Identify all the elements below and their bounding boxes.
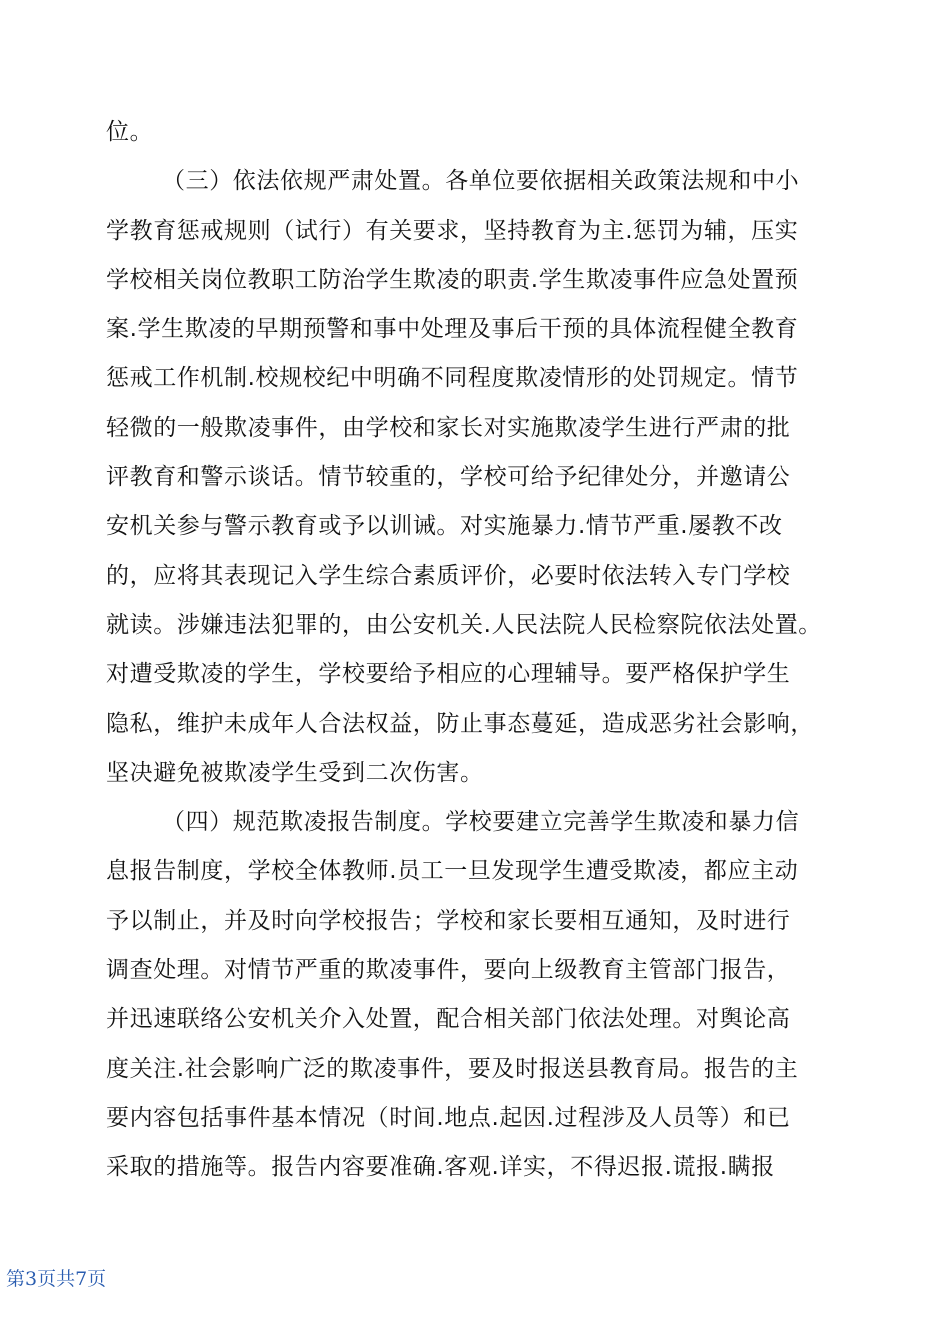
text-line: 隐私，维护未成年人合法权益，防止事态蔓延，造成恶劣社会影响， (106, 710, 814, 737)
text-line: 予以制止，并及时向学校报告；学校和家长要相互通知，及时进行 (106, 907, 791, 934)
text-line: 轻微的一般欺凌事件，由学校和家长对实施欺凌学生进行严肃的批 (106, 414, 791, 441)
text-line: 息报告制度，学校全体教师.员工一旦发现学生遭受欺凌，都应主动 (106, 858, 799, 885)
body-text (106, 108, 846, 1193)
text-line: 案.学生欺凌的早期预警和事中处理及事后干预的具体流程健全教育 (106, 316, 799, 343)
text-line: 采取的措施等。报告内容要准确.客观.详实，不得迟报.谎报.瞒报 (106, 1154, 775, 1181)
text-line: 位。 (106, 119, 154, 145)
text-line: 并迅速联络公安机关介入处置，配合相关部门依法处理。对舆论高 (106, 1006, 791, 1033)
text-line: 坚决避免被欺凌学生受到二次伤害。 (106, 759, 484, 786)
text-line: 度关注.社会影响广泛的欺凌事件，要及时报送县教育局。报告的主 (106, 1055, 799, 1082)
text-line: 要内容包括事件基本情况（时间.地点.起因.过程涉及人员等）和已 (106, 1104, 791, 1131)
paragraph-heading-4: （四）规范欺凌报告制度。学校要建立完善学生欺凌和暴力信 (162, 809, 800, 836)
text-line: 调查处理。对情节严重的欺凌事件，要向上级教育主管部门报告， (106, 957, 791, 984)
text-line: 评教育和警示谈话。情节较重的，学校可给予纪律处分，并邀请公 (106, 464, 791, 491)
text-line: 学校相关岗位教职工防治学生欺凌的职责.学生欺凌事件应急处置预 (106, 266, 799, 293)
text-line: 就读。涉嫌违法犯罪的，由公安机关.人民法院人民检察院依法处置。 (106, 611, 822, 638)
text-line: 惩戒工作机制.校规校纪中明确不同程度欺凌情形的处罚规定。情节 (106, 365, 799, 392)
text-line: 学教育惩戒规则（试行）有关要求，坚持教育为主.惩罚为辅，压实 (106, 217, 799, 244)
paragraph-heading-3: （三）依法依规严肃处置。各单位要依据相关政策法规和中小 (162, 168, 800, 195)
text-line: 对遭受欺凌的学生，学校要给予相应的心理辅导。要严格保护学生 (106, 661, 791, 688)
text-line: 安机关参与警示教育或予以训诫。对实施暴力.情节严重.屡教不改 (106, 513, 783, 540)
text-line: 的，应将其表现记入学生综合素质评价，必要时依法转入专门学校 (106, 562, 791, 589)
page-number-footer: 第3页共7页 (6, 1268, 107, 1290)
